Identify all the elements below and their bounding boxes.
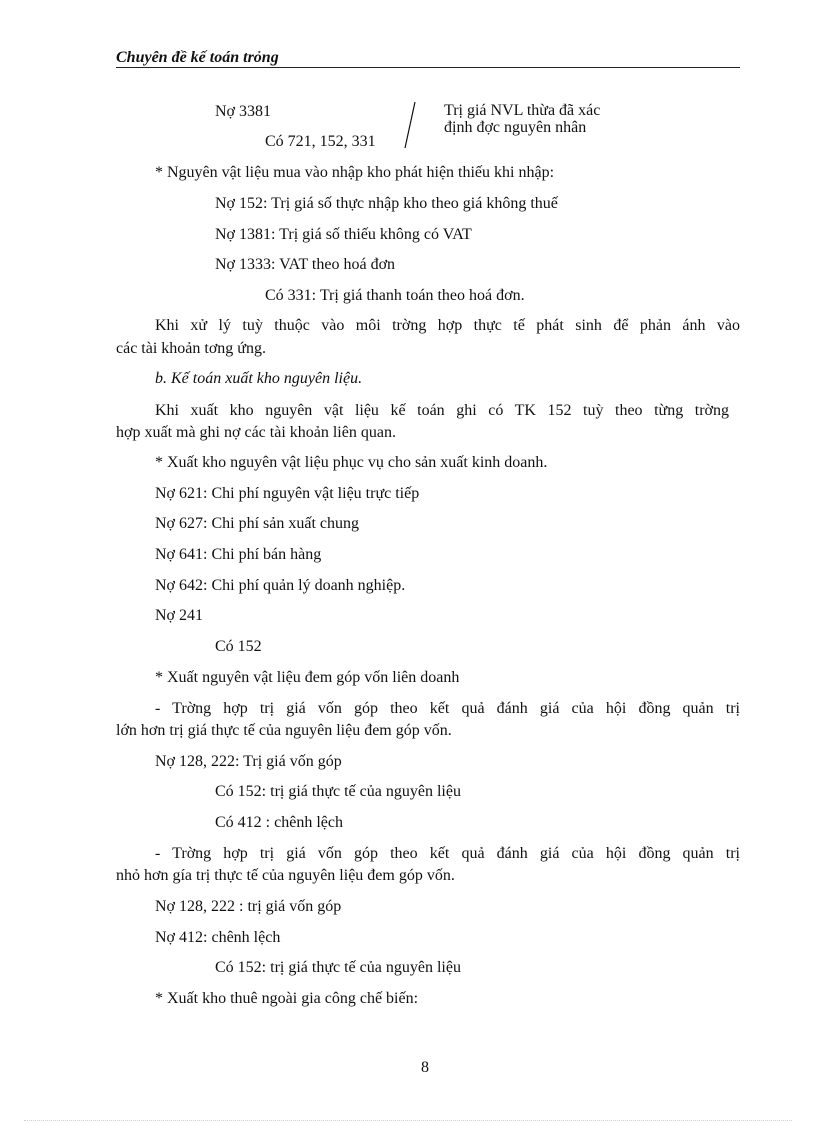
text-line: Nợ 128, 222 : trị giá vốn góp [155,898,342,915]
section-heading: b. Kế toán xuất kho nguyên liệu. [155,370,363,387]
entry-credit-721: Có 721, 152, 331 [265,133,376,150]
text-line: Có 331: Trị giá thanh toán theo hoá đơn. [265,287,525,304]
text-line: * Nguyên vật liệu mua vào nhập kho phát hiện thiếu khi nhập: [155,164,555,181]
text-line: - Trờng hợp trị giá vốn góp theo kết quả đánh giá của hội đồng quản trị [155,845,740,862]
text-line: Nợ 128, 222: Trị giá vốn góp [155,753,342,770]
text-line: Nợ 642: Chi phí quản lý doanh nghiệp. [155,577,406,594]
text-line: nhỏ hơn gía trị thực tế của nguyên liệu đem góp vốn. [116,867,455,884]
entry-debit-3381: Nợ 3381 [215,103,272,120]
text-line: Khi xuất kho nguyên vật liệu kế toán ghi có TK 152 tuỳ theo từng trờng [155,402,729,419]
text-line: Có 152: trị giá thực tế của nguyên liệu [215,959,461,976]
text-line: Nợ 621: Chi phí nguyên vật liệu trực tiếp [155,485,420,502]
text-line: Có 152: trị giá thực tế của nguyên liệu [215,783,461,800]
text-line: Nợ 627: Chi phí sản xuất chung [155,515,359,532]
page-bottom-divider [24,1120,792,1121]
text-line: Khi xử lý tuỳ thuộc vào môi trờng hợp thực tế phát sinh để phản ánh vào [155,317,740,334]
text-line: Nợ 241 [155,607,204,624]
text-line: Nợ 641: Chi phí bán hàng [155,546,322,563]
header-title: Chuyên đề kế toán trỏng [116,49,279,66]
text-line: Nợ 1333: VAT theo hoá đơn [215,256,396,273]
text-line: Có 152 [215,638,262,655]
text-line: các tài khoản tơng ứng. [116,340,266,357]
text-line: * Xuất kho nguyên vật liệu phục vụ cho sản xuất kinh doanh. [155,454,548,471]
text-line: Nợ 152: Trị giá số thực nhập kho theo giá không thuế [215,195,558,212]
text-line: * Xuất nguyên vật liệu đem góp vốn liên doanh [155,669,460,686]
diagonal-separator [404,101,416,149]
page-number: 8 [421,1059,429,1076]
entry-note-line-1: Trị giá NVL thừa đã xác [444,102,601,119]
text-line: - Trờng hợp trị giá vốn góp theo kết quả đánh giá của hội đồng quản trị [155,700,740,717]
text-line: Có 412 : chênh lệch [215,814,343,831]
text-line: lớn hơn trị giá thực tế của nguyên liệu đem góp vốn. [116,722,452,739]
entry-note-line-2: định đợc nguyên nhân [444,119,587,136]
text-line: Nợ 412: chênh lệch [155,929,281,946]
text-line: Nợ 1381: Trị giá số thiếu không có VAT [215,226,472,243]
text-line: * Xuất kho thuê ngoài gia công chế biến: [155,990,419,1007]
text-line: hợp xuất mà ghi nợ các tài khoản liên quan. [116,424,396,441]
page-header [116,49,740,68]
